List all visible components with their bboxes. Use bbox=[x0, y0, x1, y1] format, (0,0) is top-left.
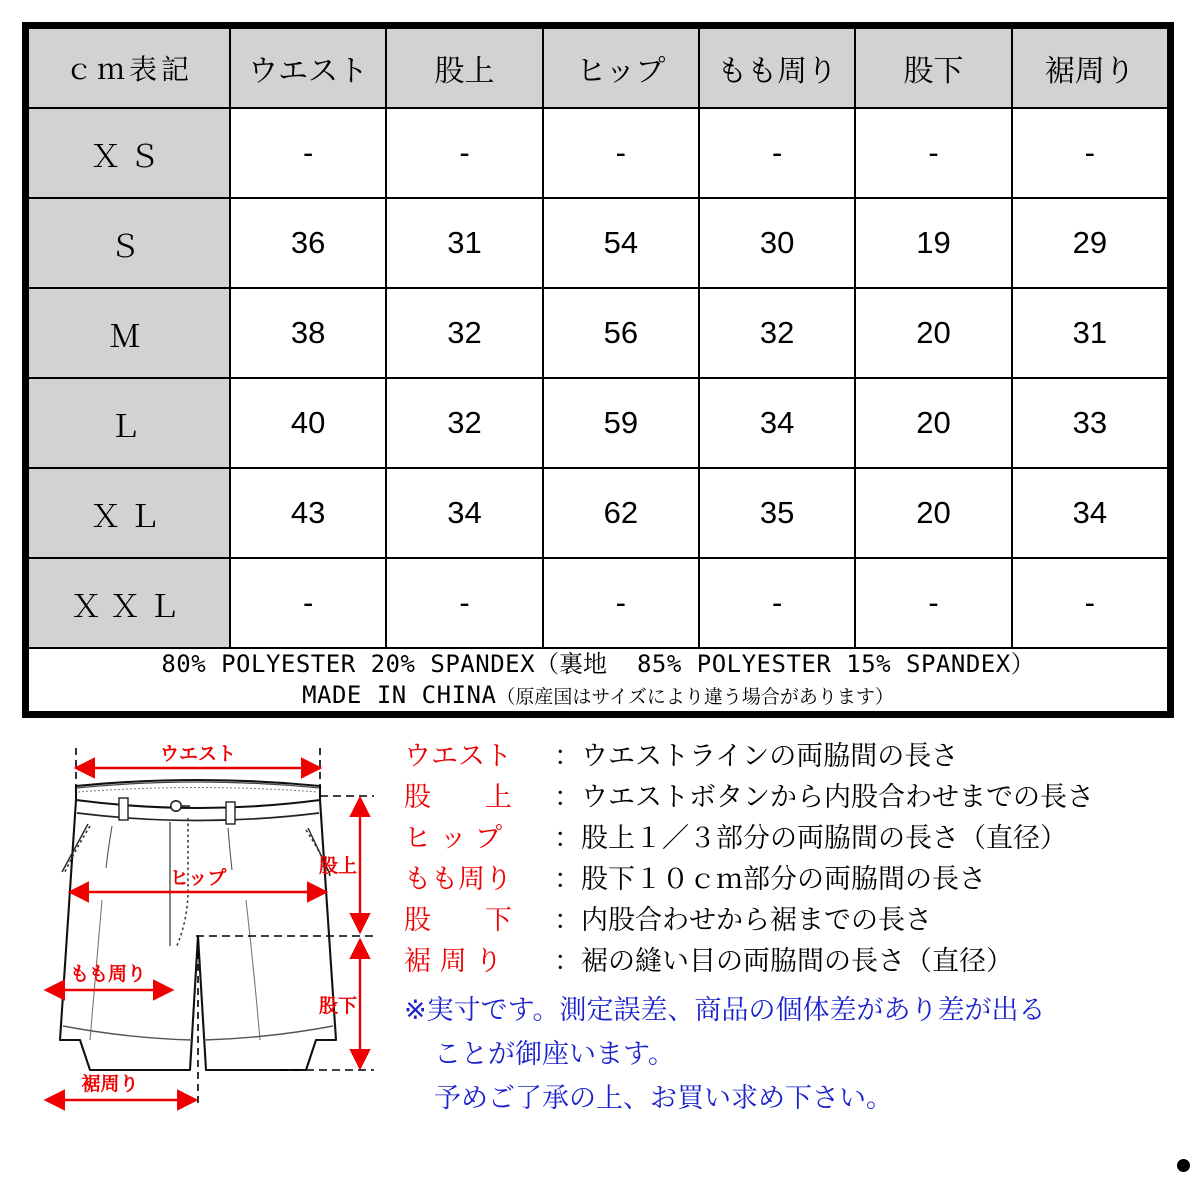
cell-xxl-waist: - bbox=[230, 558, 386, 648]
legend-colon: ： bbox=[554, 741, 581, 772]
table-row bbox=[28, 558, 1168, 648]
cell-m-inseam: 20 bbox=[855, 288, 1011, 378]
cell-xl-hip: 62 bbox=[543, 468, 699, 558]
legend-desc-hem: 裾の縫い目の両脇間の長さ（直径） bbox=[581, 946, 1013, 977]
material-line-1 bbox=[29, 649, 1167, 680]
cell-l-hip: 59 bbox=[543, 378, 699, 468]
table-row bbox=[28, 198, 1168, 288]
legend-term-hip: ヒ ッ プ bbox=[404, 823, 503, 854]
disclaimer-line-1: ※実寸です。測定誤差、商品の個体差があり差が出る bbox=[404, 995, 1046, 1026]
table-row bbox=[28, 468, 1168, 558]
column-header-size: ｃｍ表記 bbox=[28, 28, 230, 108]
legend-colon: ： bbox=[554, 946, 581, 977]
column-header-waist: ウエスト bbox=[230, 28, 386, 108]
disclaimer-notes bbox=[404, 988, 1194, 1120]
diagram-label-rise: 股上 bbox=[318, 855, 358, 877]
disclaimer-line-3: 予めご了承の上、お買い求め下さい。 bbox=[434, 1083, 893, 1114]
column-header-hem: 裾周り bbox=[1012, 28, 1168, 108]
legend-item-inseam bbox=[404, 898, 1194, 939]
legend-colon: ： bbox=[554, 864, 581, 895]
table-row bbox=[28, 108, 1168, 198]
table-row bbox=[28, 288, 1168, 378]
table-row bbox=[28, 378, 1168, 468]
diagram-label-hip: ヒップ bbox=[169, 867, 227, 889]
cell-s-hem: 29 bbox=[1012, 198, 1168, 288]
size-chart-table bbox=[27, 27, 1169, 713]
cell-xl-hem: 34 bbox=[1012, 468, 1168, 558]
legend-term-inseam: 股 下 bbox=[404, 905, 512, 936]
diagram-label-waist: ウエスト bbox=[159, 743, 237, 765]
cell-s-waist: 36 bbox=[230, 198, 386, 288]
legend-item-rise bbox=[404, 775, 1194, 816]
cell-xs-waist: - bbox=[230, 108, 386, 198]
cell-xs-hem: - bbox=[1012, 108, 1168, 198]
cell-l-thigh: 34 bbox=[699, 378, 855, 468]
disclaimer-line-2: ことが御座います。 bbox=[434, 1039, 675, 1070]
cell-m-hem: 31 bbox=[1012, 288, 1168, 378]
cell-xxl-thigh: - bbox=[699, 558, 855, 648]
diagram-label-hem: 裾周り bbox=[81, 1073, 139, 1095]
cell-m-thigh: 32 bbox=[699, 288, 855, 378]
row-label-l: Ｌ bbox=[28, 378, 230, 468]
cell-xxl-hem: - bbox=[1012, 558, 1168, 648]
table-footer-row bbox=[28, 648, 1168, 712]
origin-country: MADE IN CHINA bbox=[302, 681, 497, 710]
cell-xs-rise: - bbox=[386, 108, 542, 198]
measurement-guide-section bbox=[0, 726, 1200, 1200]
cell-xl-thigh: 35 bbox=[699, 468, 855, 558]
cell-s-hip: 54 bbox=[543, 198, 699, 288]
legend-desc-rise: ウエストボタンから内股合わせまでの長さ bbox=[581, 782, 1094, 813]
cell-s-rise: 31 bbox=[386, 198, 542, 288]
cell-l-hem: 33 bbox=[1012, 378, 1168, 468]
measurement-legend bbox=[404, 734, 1194, 1120]
table-header-row bbox=[28, 28, 1168, 108]
shorts-diagram-svg bbox=[30, 740, 390, 1140]
row-label-xxl: ＸＸＬ bbox=[28, 558, 230, 648]
cell-xs-inseam: - bbox=[855, 108, 1011, 198]
cell-xl-waist: 43 bbox=[230, 468, 386, 558]
material-lining-open: （裏地 bbox=[535, 650, 608, 678]
cell-xxl-hip: - bbox=[543, 558, 699, 648]
legend-term-rise: 股 上 bbox=[404, 782, 512, 813]
legend-item-waist bbox=[404, 734, 1194, 775]
legend-item-hem bbox=[404, 939, 1194, 980]
legend-desc-hip: 股上１／３部分の両脇間の長さ（直径） bbox=[581, 823, 1067, 854]
column-header-thigh: もも周り bbox=[699, 28, 855, 108]
column-header-hip: ヒップ bbox=[543, 28, 699, 108]
material-lining: 85% POLYESTER 15% SPANDEX bbox=[636, 650, 1011, 678]
shorts-measurement-diagram bbox=[30, 740, 390, 1140]
legend-colon: ： bbox=[554, 823, 581, 854]
legend-term-thigh: もも周り bbox=[404, 864, 512, 895]
material-outer: 80% POLYESTER 20% SPANDEX bbox=[161, 650, 536, 678]
legend-colon: ： bbox=[554, 905, 581, 936]
cell-l-rise: 32 bbox=[386, 378, 542, 468]
cell-xl-rise: 34 bbox=[386, 468, 542, 558]
material-line-2 bbox=[29, 680, 1167, 711]
legend-desc-thigh: 股下１０ｃｍ部分の両脇間の長さ bbox=[581, 864, 986, 895]
legend-colon: ： bbox=[554, 782, 581, 813]
cell-l-inseam: 20 bbox=[855, 378, 1011, 468]
material-composition-cell bbox=[28, 648, 1168, 712]
row-label-m: Ｍ bbox=[28, 288, 230, 378]
legend-term-waist: ウエスト bbox=[404, 741, 512, 772]
row-label-xs: ＸＳ bbox=[28, 108, 230, 198]
cell-s-thigh: 30 bbox=[699, 198, 855, 288]
cell-xs-thigh: - bbox=[699, 108, 855, 198]
legend-desc-inseam: 内股合わせから裾までの長さ bbox=[581, 905, 932, 936]
size-chart-table-container bbox=[22, 22, 1174, 718]
cell-xxl-inseam: - bbox=[855, 558, 1011, 648]
column-header-inseam: 股下 bbox=[855, 28, 1011, 108]
cell-l-waist: 40 bbox=[230, 378, 386, 468]
cell-m-rise: 32 bbox=[386, 288, 542, 378]
cell-xxl-rise: - bbox=[386, 558, 542, 648]
legend-desc-waist: ウエストラインの両脇間の長さ bbox=[581, 741, 959, 772]
cell-m-waist: 38 bbox=[230, 288, 386, 378]
cell-m-hip: 56 bbox=[543, 288, 699, 378]
cell-s-inseam: 19 bbox=[855, 198, 1011, 288]
legend-item-thigh bbox=[404, 857, 1194, 898]
legend-term-hem: 裾 周 り bbox=[404, 946, 503, 977]
row-label-s: Ｓ bbox=[28, 198, 230, 288]
corner-dot-marker bbox=[1177, 1159, 1190, 1172]
column-header-rise: 股上 bbox=[386, 28, 542, 108]
legend-item-hip bbox=[404, 816, 1194, 857]
cell-xs-hip: - bbox=[543, 108, 699, 198]
cell-xl-inseam: 20 bbox=[855, 468, 1011, 558]
diagram-label-thigh: もも周り bbox=[69, 963, 147, 985]
origin-note: （原産国はサイズにより違う場合があります） bbox=[496, 686, 894, 709]
diagram-label-inseam: 股下 bbox=[318, 995, 358, 1017]
row-label-xl: ＸＬ bbox=[28, 468, 230, 558]
material-lining-close: ） bbox=[1010, 650, 1035, 678]
